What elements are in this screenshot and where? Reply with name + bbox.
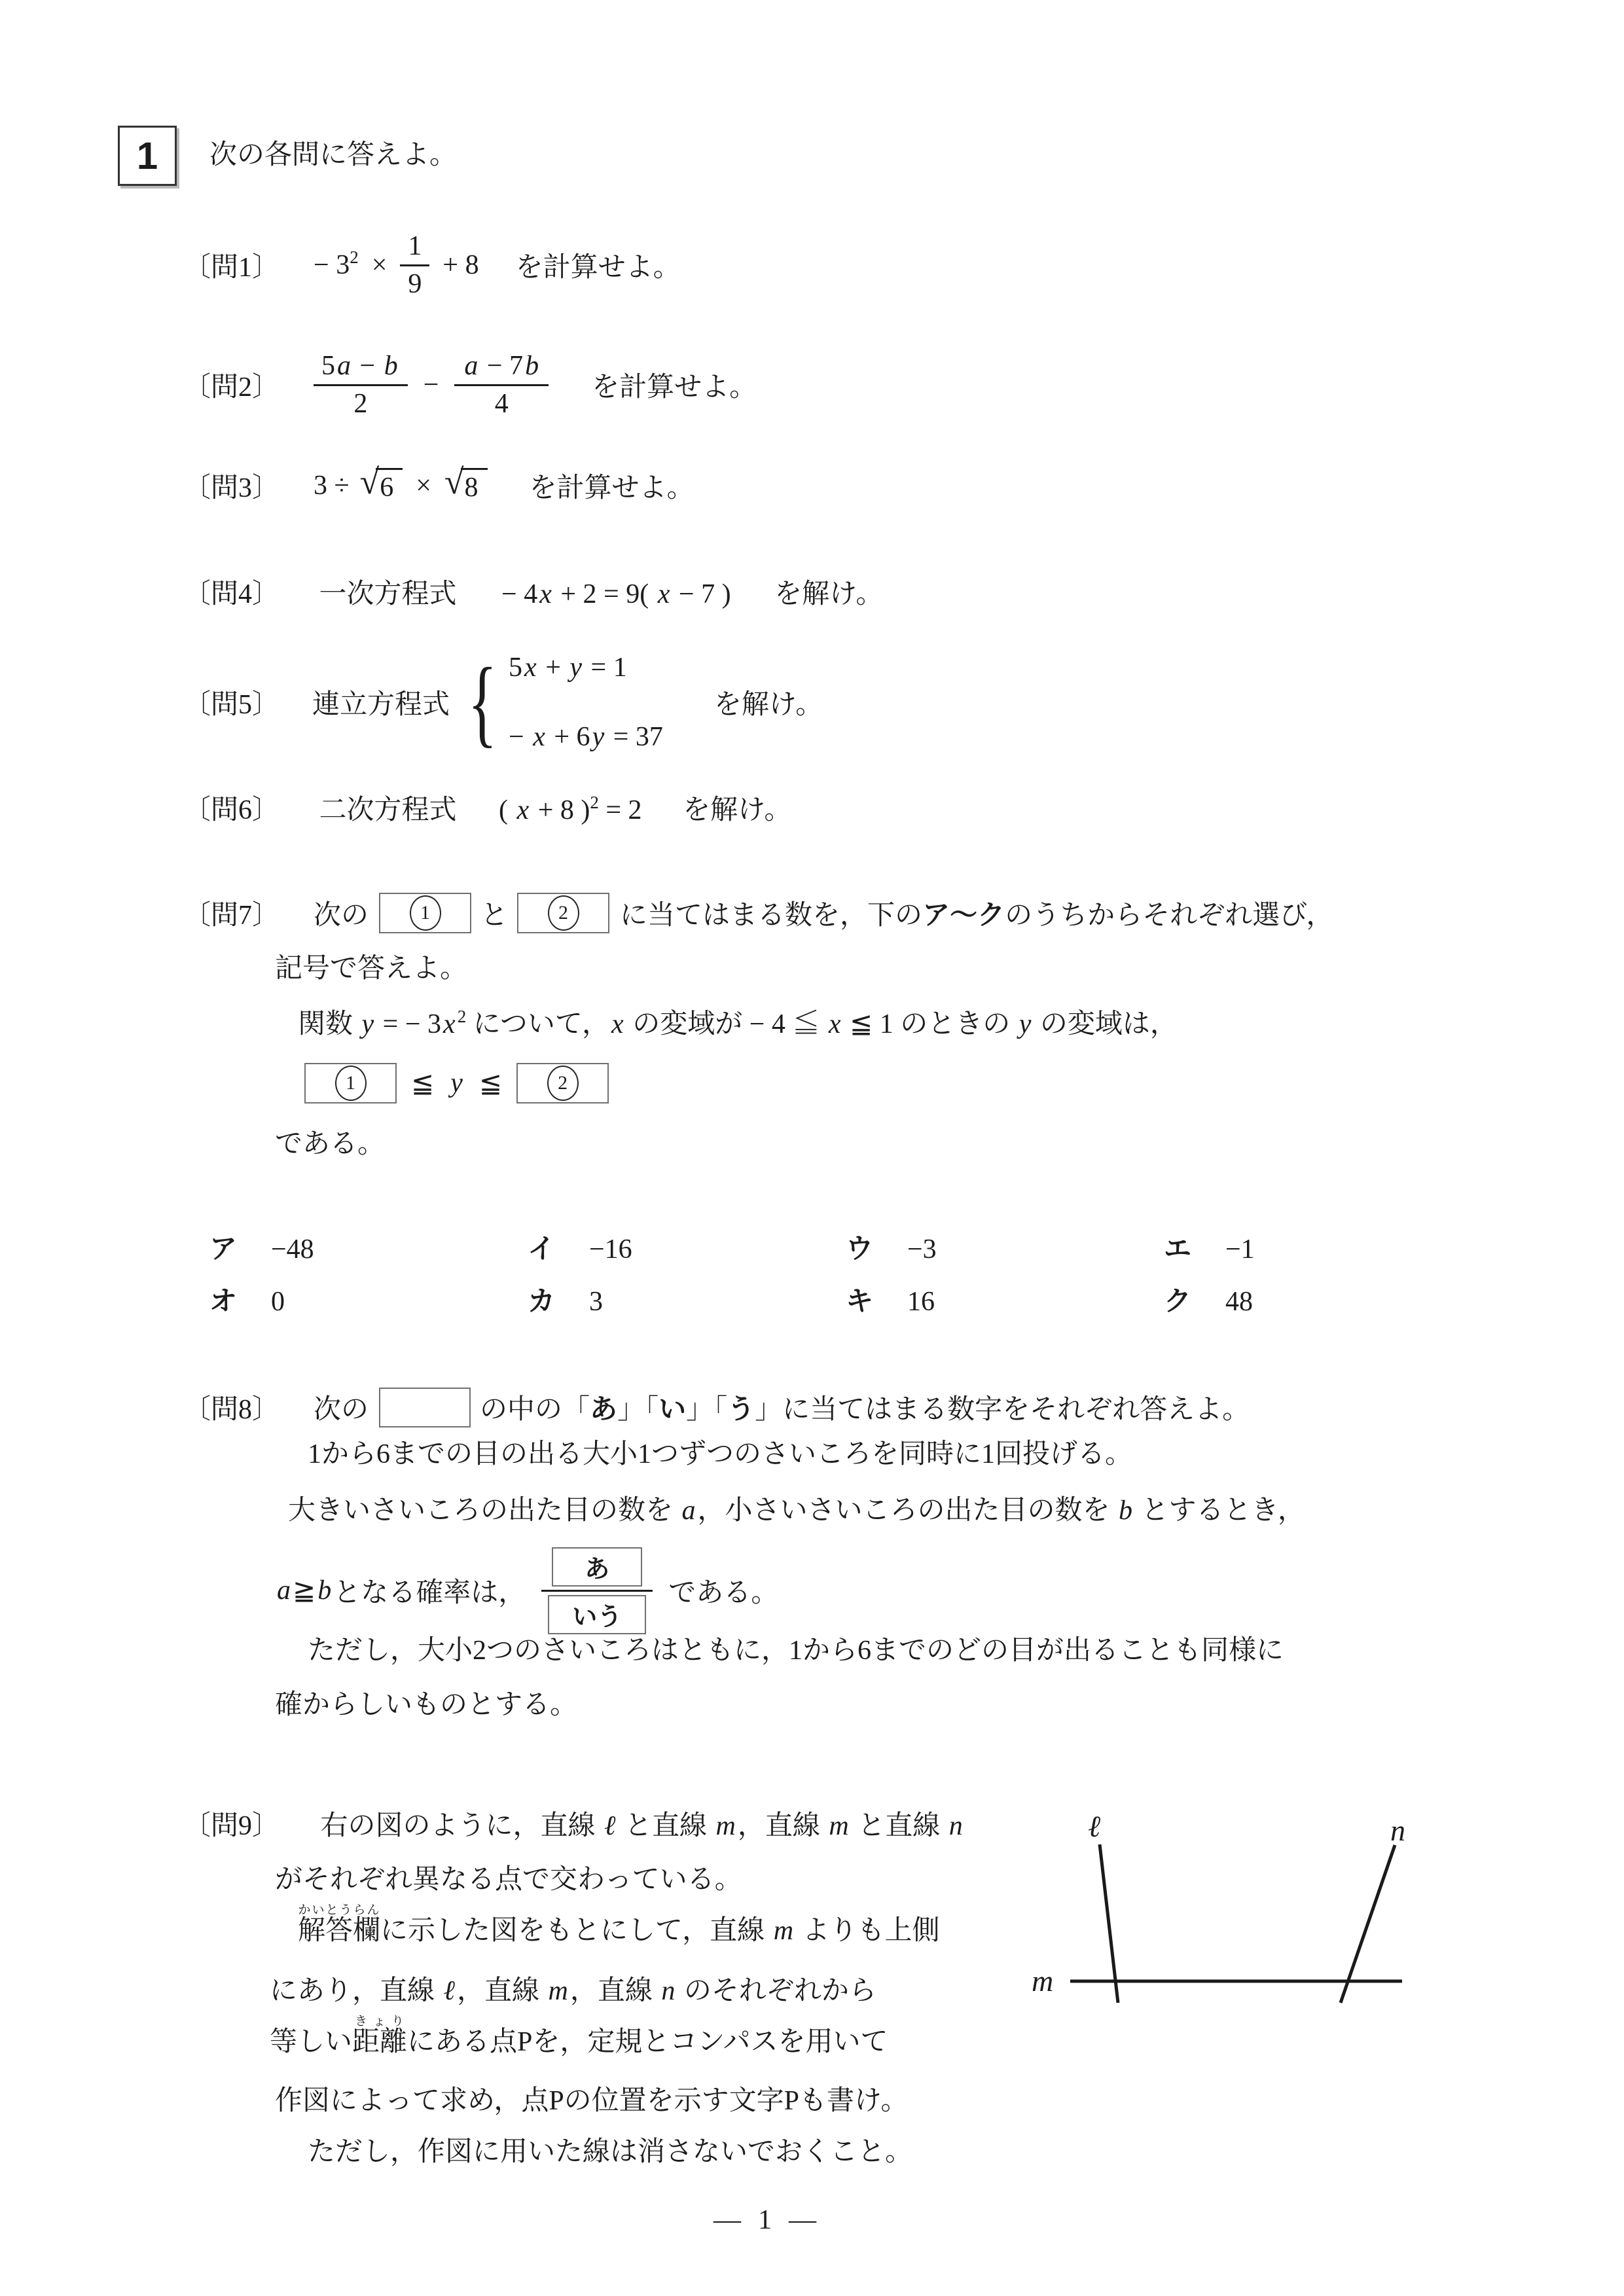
radicand-8: 8 [461, 468, 488, 503]
circled-1: 1 [410, 895, 441, 931]
label-line-l: ℓ [1088, 1810, 1101, 1843]
q8-line3: 大きいさいころの出た目の数を a，小さいさいころの出た目の数を b とするとき， [288, 1496, 1305, 1526]
option-key: ク [1164, 1285, 1192, 1316]
option-ka [528, 1280, 846, 1319]
footer-dash: — [789, 2205, 816, 2235]
q9-figure [1015, 1800, 1440, 2094]
var-b: b [1119, 1496, 1133, 1526]
page-number: 1 [758, 2205, 772, 2235]
q7-line1 [183, 887, 1333, 939]
q9-line1: 〔問9〕 右の図のように，直線 ℓ と直線 m，直線 m と直線 n [183, 1811, 963, 1841]
q1-label: 〔問1〕 [183, 253, 280, 283]
var-b: b [317, 1575, 332, 1605]
q6-exponent: 2 [590, 793, 599, 812]
probability-fraction [541, 1547, 653, 1634]
answer-box-1 [379, 893, 471, 933]
option-o [209, 1280, 528, 1319]
var-y: y [361, 1009, 374, 1039]
var-n: n [661, 1976, 676, 2006]
footer-dash: — [713, 2205, 741, 2235]
q1-fraction [400, 232, 429, 298]
radical-sign: √ [359, 462, 380, 502]
var-m: m [548, 1976, 568, 2006]
option-key: カ [528, 1285, 556, 1316]
q2-fraction2-denominator: 4 [494, 388, 509, 419]
q4-equation: − 4x + 2 = 9( x − 7 ) [501, 579, 731, 609]
var-b: b [525, 351, 539, 382]
ruby-kaitoran: 解答欄かいとうらん [298, 1903, 381, 1946]
q6-label: 〔問6〕 [183, 795, 280, 825]
option-value: −3 [907, 1234, 937, 1265]
var-x: x [657, 579, 670, 609]
q7-exponent: 2 [457, 1007, 467, 1026]
q9-line4: にあり，直線 ℓ，直線 m，直線 n のそれぞれから [270, 1976, 876, 2006]
option-key: オ [209, 1285, 238, 1316]
answer-box-2 [516, 1063, 609, 1103]
var-x: x [611, 1009, 624, 1039]
system-brace: { [467, 647, 497, 757]
leq-sign: ≦ [478, 1069, 503, 1099]
label-line-m: m [1032, 1964, 1054, 1998]
option-value: 48 [1225, 1287, 1253, 1317]
q7-line4 [304, 1054, 609, 1113]
var-n: n [948, 1811, 963, 1841]
fraction-bar [541, 1590, 653, 1592]
q3-times: × [416, 471, 431, 501]
section-intro [209, 137, 457, 173]
option-key: ア [209, 1233, 238, 1264]
option-key: イ [528, 1233, 556, 1264]
fraction-numerator-box: あ [552, 1547, 642, 1587]
option-key: ウ [846, 1233, 874, 1264]
option-i [528, 1227, 846, 1266]
furigana: きょり [352, 2015, 408, 2028]
var-y: y [450, 1068, 463, 1098]
var-a: a [337, 351, 352, 382]
page-footer [713, 2202, 816, 2238]
option-value: 3 [589, 1287, 603, 1317]
answer-box-1 [304, 1063, 397, 1103]
var-y: y [592, 721, 605, 752]
circled-2: 2 [548, 895, 579, 931]
ruby-kyori: 距離きょり [352, 2015, 408, 2057]
q6-equation-type: 二次方程式 [319, 795, 457, 825]
q4-instruction: を解け。 [774, 579, 884, 609]
var-x: x [524, 652, 537, 683]
q6-instruction: を解け。 [683, 795, 792, 825]
q1-fraction-denominator: 9 [408, 268, 422, 299]
q5-equation-1: 5x + y = 1 [509, 652, 627, 683]
q1-exponent: 2 [350, 247, 359, 267]
var-y: y [569, 652, 583, 683]
q5-equation-type: 連立方程式 [312, 689, 450, 720]
q2-fraction1-denominator: 2 [353, 388, 368, 419]
var-x: x [533, 721, 545, 752]
var-x: x [516, 795, 530, 825]
q8-line1 [183, 1381, 1250, 1433]
option-e [1164, 1227, 1482, 1266]
var-b: b [384, 351, 398, 382]
q8-line1-text1: 次の [314, 1395, 369, 1425]
var-a: a [681, 1496, 696, 1526]
option-value: −48 [271, 1234, 314, 1265]
q2-fraction2 [454, 351, 549, 418]
q2-minus: − [423, 370, 439, 400]
q9-line6: 作図によって求め，点Pの位置を示す文字Pも書け。 [275, 2086, 909, 2116]
option-u [846, 1227, 1164, 1266]
q3-sqrt6 [359, 462, 403, 503]
var-y: y [1019, 1009, 1032, 1039]
blank-answer-box [379, 1388, 471, 1427]
q1-instruction: を計算せよ。 [515, 253, 681, 283]
q3-label: 〔問3〕 [183, 473, 280, 503]
var-l: ℓ [604, 1811, 616, 1841]
section-number-box [118, 126, 177, 186]
q5-label: 〔問5〕 [183, 689, 280, 720]
q5-equation-2: − x + 6y = 37 [509, 721, 663, 752]
fraction-denominator-box: いう [548, 1595, 646, 1634]
answer-box-2 [517, 893, 609, 933]
section-number: 1 [136, 134, 158, 177]
q1-plus8: + 8 [442, 250, 479, 280]
q5-instruction: を解け。 [713, 689, 823, 720]
q7-options [209, 1227, 1482, 1319]
q4-row [183, 577, 883, 613]
option-a [209, 1227, 528, 1266]
blank-key-u: う [727, 1393, 755, 1424]
q4-label: 〔問4〕 [183, 579, 280, 609]
var-x: x [828, 1009, 841, 1039]
radicand-6: 6 [376, 468, 403, 503]
q6-equation: ( x + 8 )$^2$ = 2 [499, 793, 642, 825]
circled-1: 1 [335, 1066, 367, 1101]
var-x: x [443, 1009, 456, 1039]
q8-line4-text: となる確率は， [333, 1578, 526, 1608]
q7-line2: 記号で答えよ。 [275, 954, 468, 984]
option-value: 0 [271, 1287, 285, 1317]
q1-term1 [314, 249, 359, 281]
option-range-a-ku: ア～ク [922, 899, 1005, 930]
q9-label: 〔問9〕 [183, 1811, 280, 1841]
geq-sign: ≧ [293, 1576, 316, 1606]
q2-instruction: を計算せよ。 [592, 372, 757, 403]
line-l [1100, 1844, 1118, 2003]
q2-fraction1 [314, 351, 408, 418]
q8-line2: 1から6までの目の出る大小1つずつのさいころを同時に1回投げる。 [308, 1439, 1133, 1469]
q7-line3: 関数 y = − 3x $^2$ について，x の変域が − 4 ≦ x ≦ 1 のときの y の変域は， [298, 1007, 1178, 1039]
q3-instruction: を計算せよ。 [529, 473, 695, 503]
option-value: −16 [589, 1234, 632, 1265]
q2-fraction2-numerator: a − 7b [454, 351, 549, 386]
q9-line5: 等しい距離きょりにある点Pを，定規とコンパスを用いて [270, 2015, 888, 2057]
var-m: m [715, 1811, 736, 1841]
q7-line5: である。 [275, 1129, 386, 1159]
q2-label: 〔問2〕 [183, 372, 280, 403]
q8-line4 [275, 1541, 778, 1640]
section-intro-text: 次の各問に答えよ。 [209, 140, 458, 170]
q6-row [183, 793, 791, 829]
option-key: キ [846, 1285, 874, 1316]
blank-key-i: い [659, 1393, 687, 1424]
q7-line1-text1: 次の [314, 901, 369, 931]
q1-fraction-numerator: 1 [400, 232, 429, 266]
q3-sqrt8 [444, 462, 488, 503]
q3-term1: 3 ÷ [314, 471, 350, 501]
q8-label: 〔問8〕 [183, 1395, 280, 1425]
q7-line1-text3: に当てはまる数を，下のア～クのうちからそれぞれ選び， [620, 899, 1334, 931]
var-l: ℓ [443, 1976, 456, 2006]
q8-line5: ただし，大小2つのさいころはともに，1から6までのどの目が出ることも同様に [308, 1636, 1284, 1666]
q8-line4-tail: である。 [668, 1578, 779, 1608]
label-line-n: n [1390, 1814, 1405, 1847]
q5-row [183, 625, 823, 779]
q1-times: × [371, 250, 388, 280]
q4-equation-type: 一次方程式 [319, 579, 457, 609]
var-x: x [539, 579, 552, 609]
q8-line6: 確からしいものとする。 [275, 1690, 578, 1720]
q7-label: 〔問7〕 [183, 901, 280, 931]
var-a: a [277, 1575, 291, 1605]
option-ku [1164, 1280, 1482, 1319]
q2-row [183, 336, 757, 434]
q9-line2: がそれぞれ異なる点で交わっている。 [275, 1865, 742, 1895]
q7-line1-text2: と [480, 901, 509, 931]
radical-sign: √ [444, 462, 464, 502]
option-ki [846, 1280, 1164, 1319]
q3-row [183, 456, 695, 515]
q5-equation-system [509, 652, 663, 753]
option-value: −1 [1225, 1234, 1255, 1265]
q8-line1-text2: の中の「あ」「い」「う」に当てはまる数字をそれぞれ答えよ。 [480, 1393, 1250, 1425]
var-m: m [829, 1811, 849, 1841]
q1-row [183, 219, 681, 311]
option-key: エ [1164, 1233, 1192, 1264]
q2-fraction1-numerator: 5a − b [314, 351, 408, 386]
blank-key-a: あ [590, 1393, 618, 1424]
q9-line3: 解答欄かいとうらんに示した図をもとにして，直線 m よりも上側 [298, 1903, 940, 1946]
furigana: かいとうらん [298, 1903, 381, 1917]
option-value: 16 [907, 1287, 935, 1317]
leq-sign: ≦ [411, 1069, 435, 1099]
line-n [1341, 1845, 1395, 2003]
q1-neg3: − 3 [314, 250, 350, 280]
var-m: m [773, 1916, 794, 1946]
var-a: a [464, 351, 478, 382]
circled-2: 2 [547, 1066, 579, 1101]
q9-line7: ただし，作図に用いた線は消さないでおくこと。 [308, 2137, 913, 2167]
